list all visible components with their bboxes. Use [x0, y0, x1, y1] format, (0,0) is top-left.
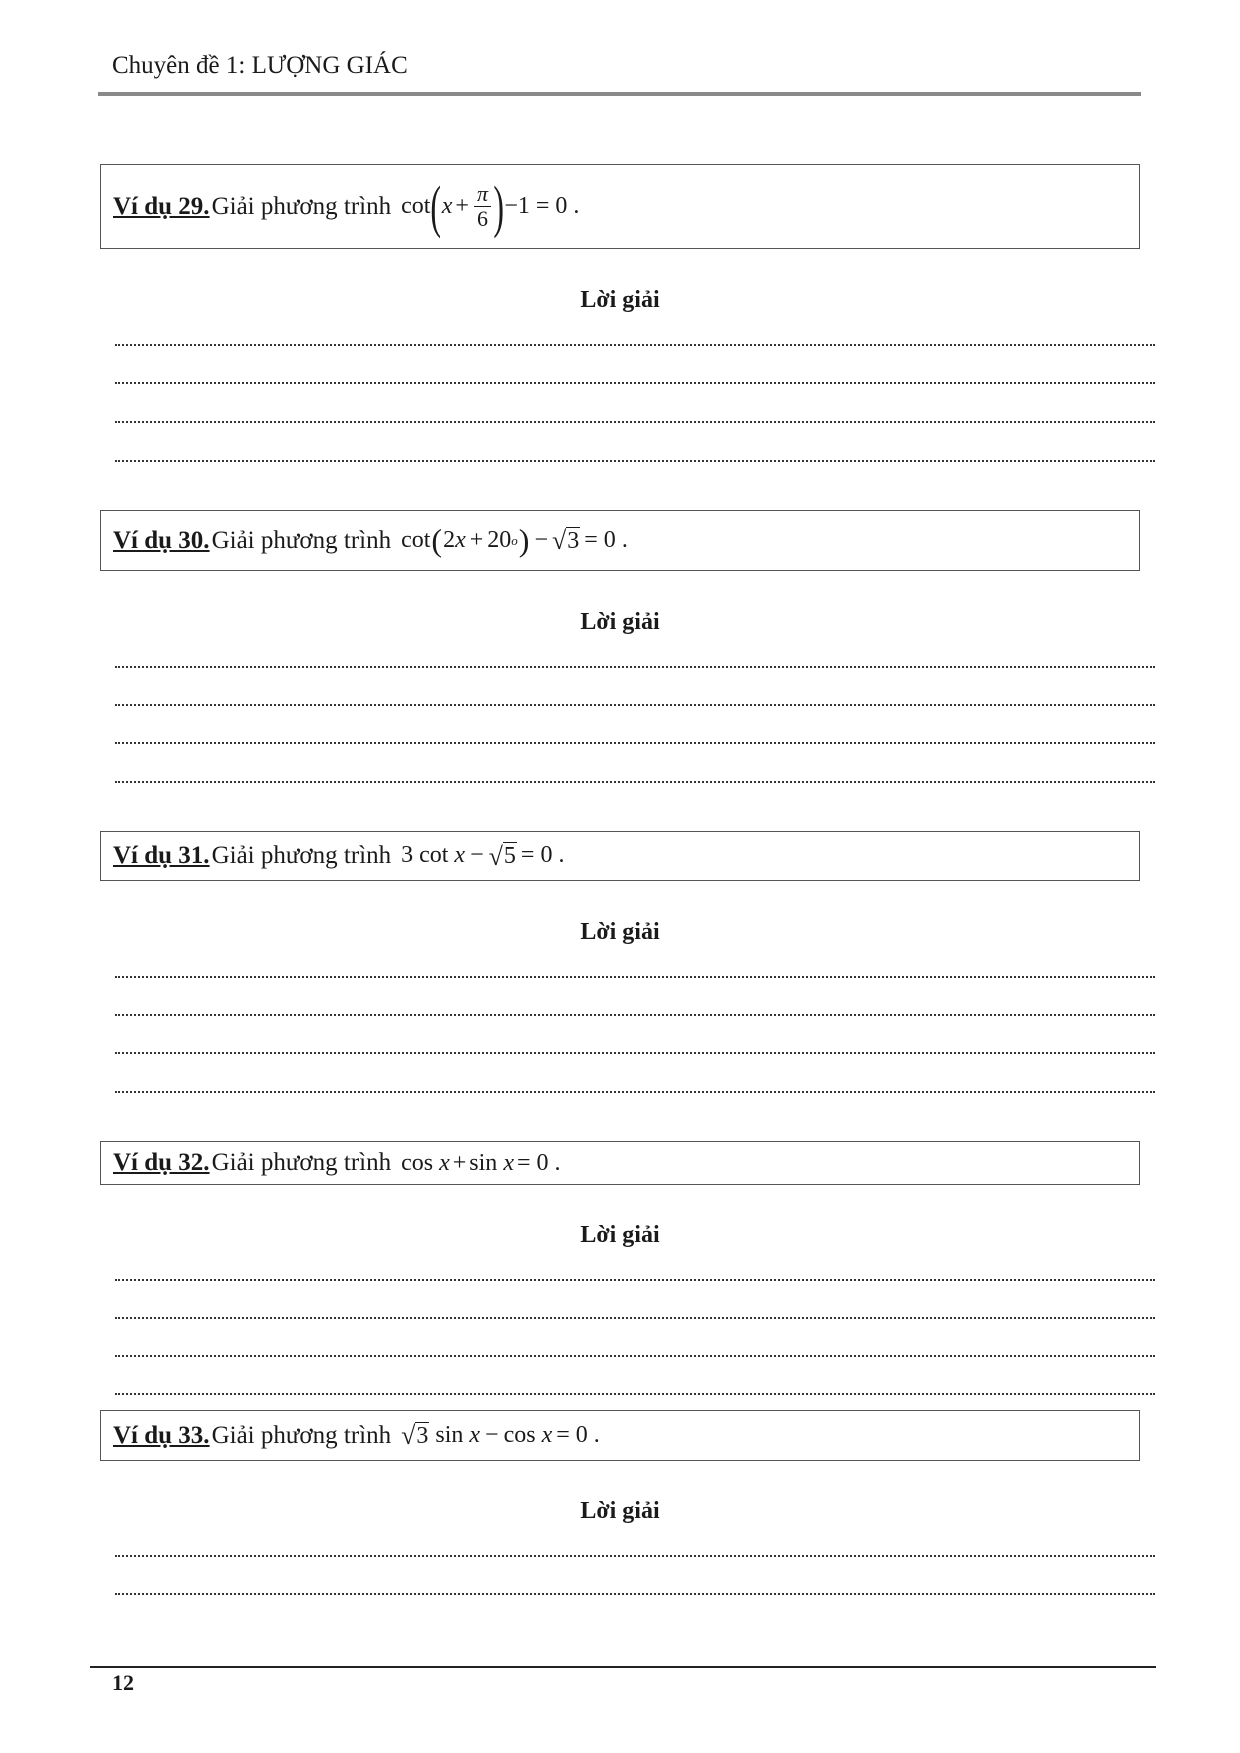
- footer-divider: [90, 1666, 1156, 1668]
- example-31-box: [100, 831, 1140, 881]
- answer-line: [115, 1014, 1155, 1016]
- answer-line: [115, 1393, 1155, 1395]
- solution-title: Lời giải: [580, 1498, 660, 1524]
- example-text: Giải phương trình: [211, 526, 392, 554]
- answer-line: [115, 704, 1155, 706]
- example-text: Giải phương trình: [211, 192, 392, 220]
- fraction: $\frac{\pi}{6}$: [474, 182, 491, 231]
- example-label: Ví dụ 31.: [113, 842, 210, 869]
- answer-line: [115, 1052, 1155, 1054]
- solution-title: Lời giải: [580, 1222, 660, 1248]
- example-text: Giải phương trình: [211, 1149, 392, 1176]
- example-text: Giải phương trình: [211, 842, 392, 869]
- answer-line: [115, 976, 1155, 978]
- page-header-title: Chuyên đề 1: LƯỢNG GIÁC: [112, 52, 408, 79]
- example-30-box: [100, 510, 1140, 571]
- answer-line: [115, 666, 1155, 668]
- answer-line: [115, 1593, 1155, 1595]
- answer-line: [115, 742, 1155, 744]
- answer-line: [115, 460, 1155, 462]
- answer-line: [115, 1279, 1155, 1281]
- answer-line: [115, 382, 1155, 384]
- answer-line: [115, 1317, 1155, 1319]
- answer-line: [115, 1355, 1155, 1357]
- square-root: √ 5: [488, 841, 516, 871]
- square-root: √ 3: [401, 1421, 429, 1451]
- square-root: √ 3: [551, 526, 580, 556]
- page-number: 12: [112, 1670, 134, 1695]
- answer-line: [115, 1555, 1155, 1557]
- example-label: Ví dụ 29.: [113, 192, 210, 220]
- answer-line: [115, 781, 1155, 783]
- answer-line: [115, 421, 1155, 423]
- equation: 3 cot x − √ 5 = 0 .: [401, 841, 565, 871]
- example-32-box: [100, 1141, 1140, 1185]
- equation: √ 3 sin x − cos x = 0 .: [401, 1421, 600, 1451]
- solution-title: Lời giải: [580, 287, 660, 313]
- example-text: Giải phương trình: [211, 1421, 392, 1449]
- answer-line: [115, 344, 1155, 346]
- equation: cot ( 2 x + 20 o ) − √ 3 = 0 .: [401, 522, 628, 558]
- header-divider: [98, 92, 1141, 96]
- example-29-box: [100, 164, 1140, 249]
- equation: cot ( x + $\frac{\pi}{6}$ ) −1 = 0 .: [401, 173, 580, 239]
- example-label: Ví dụ 33.: [113, 1421, 210, 1449]
- solution-title: Lời giải: [580, 609, 660, 635]
- example-label: Ví dụ 30.: [113, 526, 210, 554]
- example-33-box: [100, 1410, 1140, 1461]
- equation: cos x + sin x = 0 .: [401, 1149, 561, 1176]
- solution-title: Lời giải: [580, 919, 660, 945]
- example-label: Ví dụ 32.: [113, 1149, 210, 1176]
- answer-line: [115, 1091, 1155, 1093]
